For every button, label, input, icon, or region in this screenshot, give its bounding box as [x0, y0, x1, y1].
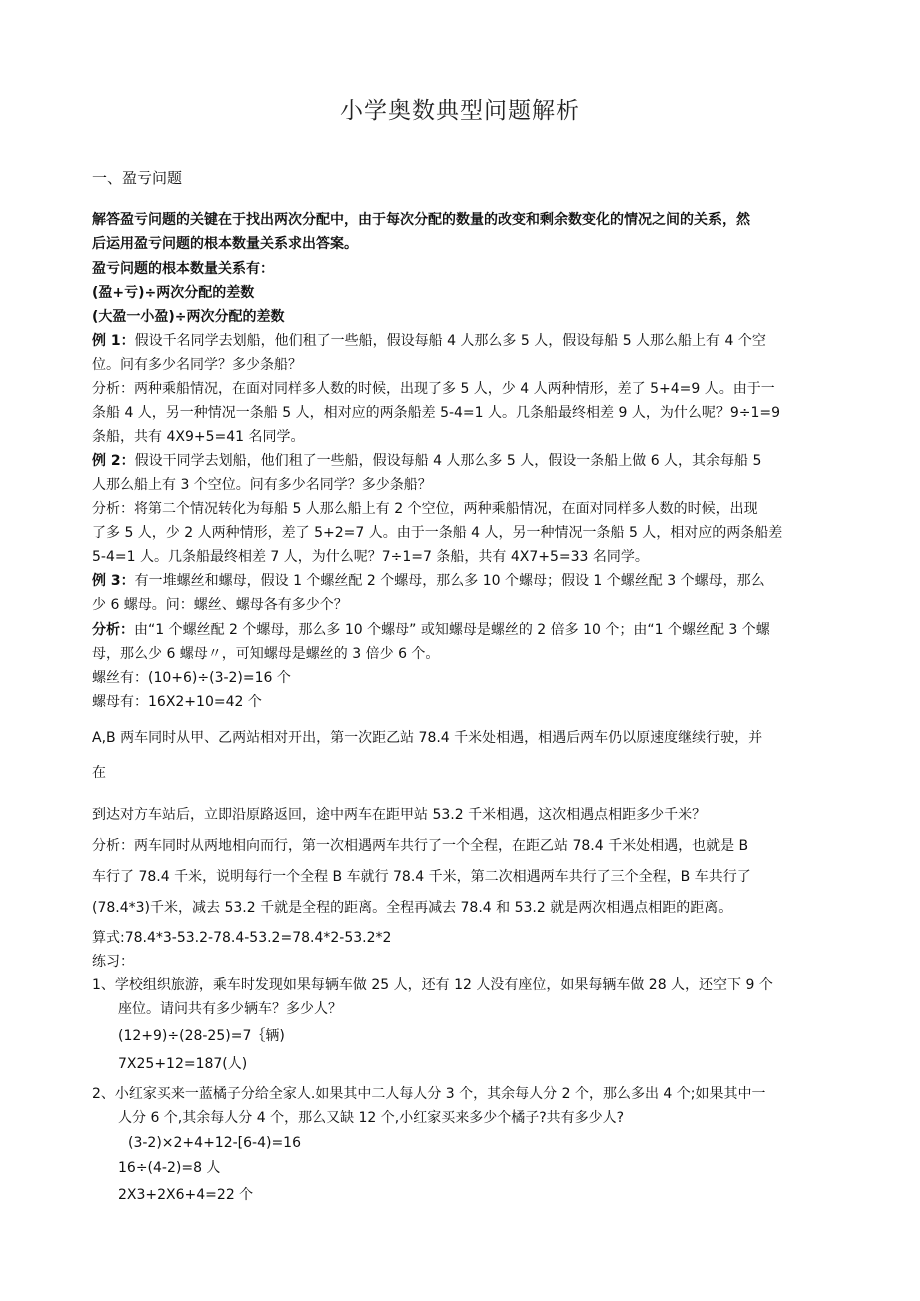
example-2-analysis-line-1: 分析：将第二个情况转化为每船 5 人那么船上有 2 个空位，两种乘船情况，在面对同样多人数的时候，出现: [92, 501, 758, 517]
example-1-analysis-line-3: 条船，共有 4X9+5=41 名同学。: [92, 429, 305, 445]
example-2-label: 例 2：: [92, 453, 135, 469]
example-3-question-line-2: 少 6 螺母。问：螺丝、螺母各有多少个？: [92, 597, 348, 613]
practice-label: 练习：: [92, 954, 134, 970]
example-2-question-line-2: 人那么船上有 3 个空位。问有多少名同学？多少条船？: [92, 477, 432, 493]
practice-2-solution-2: 16÷(4-2)=8 人: [118, 1160, 221, 1176]
formula-2: (大盈一小盈)÷两次分配的差数: [92, 309, 285, 325]
intro-line-1: 解答盈亏问题的关键在于找出两次分配中，由于每次分配的数量的改变和剩余数变化的情况之间的关系，然: [92, 212, 750, 228]
problem-ab-analysis-line-3: (78.4*3)千米，减去 53.2 千就是全程的距离。全程再减去 78.4 和 53.2 就是两次相遇点相距的距离。: [92, 900, 733, 916]
problem-ab-line-3: 到达对方车站后，立即沿原路返回，途中两车在距甲站 53.2 千米相遇，这次相遇点相距多少千米？: [92, 807, 707, 823]
problem-ab-analysis-line-2: 车行了 78.4 千米，说明每行一个全程 B 车就行 78.4 千米，第二次相遇两车共行了三个全程，B 车共行了: [92, 869, 751, 885]
problem-ab-analysis-line-1: 分析：两车同时从两地相向而行，第一次相遇两车共行了一个全程，在距乙站 78.4 千米处相遇，也就是 B: [92, 838, 749, 854]
example-3-analysis-label: 分析：: [92, 622, 134, 638]
example-3-analysis-line-1: [92, 622, 770, 639]
practice-2-line-2: 人分 6 个,其余每人分 4 个，那么又缺 12 个,小红家买来多少个橘子?共有多少人?: [118, 1110, 625, 1126]
intro-line-2: 后运用盈亏问题的根本数量关系求出答案。: [92, 236, 358, 252]
example-3-analysis-line-2: 母，那么少 6 螺母〃，可知螺母是螺丝的 3 倍少 6 个。: [92, 646, 440, 662]
example-1-question-line-1: [92, 333, 766, 350]
practice-2-solution-1: (3-2)×2+4+12-[6-4)=16: [128, 1135, 301, 1151]
example-3-label: 例 3：: [92, 573, 135, 589]
example-1-label: 例 1：: [92, 333, 135, 349]
formula-1: (盈+亏)÷两次分配的差数: [92, 285, 255, 301]
page-title: 小学奥数典型问题解析: [340, 98, 580, 124]
example-2-question-line-1: [92, 453, 761, 470]
example-3-q1: 有一堆螺丝和螺母，假设 1 个螺丝配 2 个螺母，那么多 10 个螺母；假设 1 个螺丝配 3 个螺母，那么: [134, 573, 765, 589]
practice-1-solution-2: 7X25+12=187(人): [118, 1056, 248, 1072]
section-heading: 一、盈亏问题: [92, 169, 183, 187]
practice-2-line-1: 2、小红家买来一蓝橘子分给全家人.如果其中二人每人分 3 个，其余每人分 2 个，那么多出 4 个;如果其中一: [92, 1086, 766, 1102]
example-1-analysis-line-1: 分析：两种乘船情况，在面对同样多人数的时候，出现了多 5 人，少 4 人两种情形，差了 5+4=9 人。由于一: [92, 381, 775, 397]
example-3-result-nuts: 螺母有：16X2+10=42 个: [92, 694, 262, 710]
example-3-question-line-1: [92, 573, 765, 590]
example-3-a1: 由“1 个螺丝配 2 个螺母，那么多 10 个螺母” 或知螺母是螺丝的 2 倍多 10 个；由“1 个螺丝配 3 个螺: [134, 622, 770, 638]
problem-ab-line-2: 在: [92, 765, 106, 781]
example-1-question-line-2: 位。问有多少名同学？多少条船？: [92, 357, 302, 373]
practice-2-solution-3: 2X3+2X6+4=22 个: [118, 1187, 254, 1203]
practice-1-line-1: 1、学校组织旅游，乘车时发现如果每辆车做 25 人，还有 12 人没有座位，如果每辆车做 28 人，还空下 9 个: [92, 977, 773, 993]
problem-ab-formula: 算式:78.4*3-53.2-78.4-53.2=78.4*2-53.2*2: [92, 930, 392, 946]
practice-1-solution-1: (12+9)÷(28-25)=7｛辆): [118, 1028, 285, 1044]
relation-label: 盈亏问题的根本数量关系有：: [92, 261, 274, 277]
problem-ab-line-1: A,B 两车同时从甲、乙两站相对开出，第一次距乙站 78.4 千米处相遇，相遇后两车仍以原速度继续行驶，并: [92, 730, 763, 746]
example-1-q1: 假设千名同学去划船，他们租了一些船，假设每船 4 人那么多 5 人，假设每船 5 人那么船上有 4 个空: [134, 333, 766, 349]
example-1-analysis-line-2: 条船 4 人，另一种情况一条船 5 人，相对应的两条船差 5-4=1 人。几条船最终相差 9 人，为什么呢？9÷1=9: [92, 405, 781, 421]
example-2-q1: 假设干同学去划船，他们租了一些船，假设每船 4 人那么多 5 人，假设一条船上做 6 人，其余每船 5: [134, 453, 762, 469]
example-2-analysis-line-3: 5-4=1 人。几条船最终相差 7 人，为什么呢？7÷1=7 条船，共有 4X7+5=33 名同学。: [92, 549, 649, 565]
example-3-result-screws: 螺丝有：(10+6)÷(3-2)=16 个: [92, 670, 291, 686]
example-2-analysis-line-2: 了多 5 人，少 2 人两种情形，差了 5+2=7 人。由于一条船 4 人，另一种情况一条船 5 人，相对应的两条船差: [92, 525, 783, 541]
practice-1-line-2: 座位。请问共有多少辆车？多少人？: [118, 1001, 342, 1017]
